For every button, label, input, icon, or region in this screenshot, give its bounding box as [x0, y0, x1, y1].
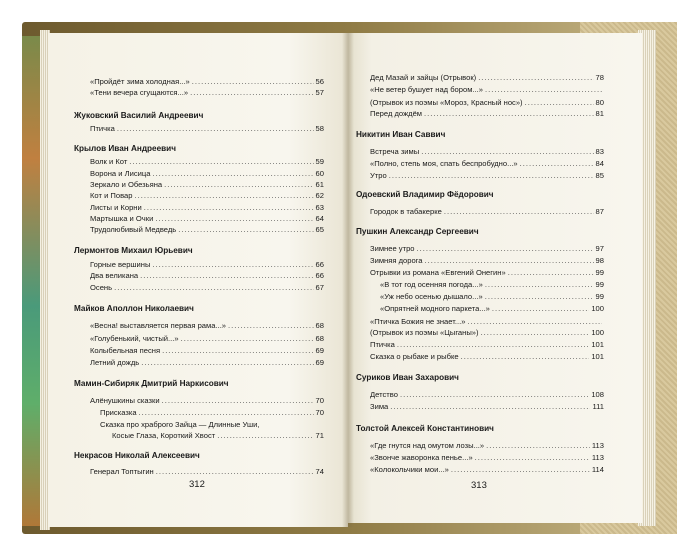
toc-entry: «Не ветер бушует над бором...» .....	[370, 85, 604, 95]
toc-entry: Ворона и Лисица ..... 60	[90, 169, 324, 179]
page-number: 312	[189, 479, 205, 490]
toc-entry: Мартышка и Очки ..... 64	[90, 214, 324, 224]
toc-entry: Алёнушкины сказки ..... 70	[90, 396, 324, 406]
left-page	[48, 33, 348, 527]
toc-entry: Зимнее утро ..... 97	[370, 244, 604, 254]
toc-entry: Трудолюбивый Медведь ..... 65	[90, 225, 324, 235]
book-gutter	[342, 33, 354, 527]
toc-entry: Волк и Кот ..... 59	[90, 157, 324, 167]
page-number: 313	[471, 480, 487, 491]
toc-entry: «Звонче жаворонка пенье...» ..... 113	[370, 453, 604, 463]
author-heading: Никитин Иван Саввич	[356, 130, 446, 139]
author-heading: Крылов Иван Андреевич	[74, 144, 176, 153]
toc-entry: Зеркало и Обезьяна ..... 61	[90, 180, 324, 190]
toc-entry: «Птичка Божия не знает...» .....	[370, 317, 604, 327]
toc-entry: Листы и Корни ..... 63	[90, 203, 324, 213]
toc-entry: «Весна! выставляется первая рама...» ..... 68	[90, 321, 324, 331]
toc-entry: «Тени вечера сгущаются...» ..... 57	[90, 88, 324, 98]
toc-entry: Дед Мазай и зайцы (Отрывок) ..... 78	[370, 73, 604, 83]
author-heading: Мамин-Сибиряк Дмитрий Наркисович	[74, 379, 229, 388]
toc-entry: Встреча зимы ..... 83	[370, 147, 604, 157]
toc-entry: (Отрывок из поэмы «Цыганы») ..... 100	[370, 328, 604, 338]
toc-entry: Генерал Топтыгин ..... 74	[90, 467, 324, 477]
author-heading: Майков Аполлон Николаевич	[74, 304, 194, 313]
toc-entry: «Колокольчики мои...» ..... 114	[370, 465, 604, 475]
author-heading: Суриков Иван Захарович	[356, 373, 459, 382]
toc-entry: Кот и Повар ..... 62	[90, 191, 324, 201]
toc-entry: Горные вершины ..... 66	[90, 260, 324, 270]
right-page	[348, 33, 642, 523]
toc-entry: Птичка ..... 101	[370, 340, 604, 350]
toc-entry: Зимняя дорога ..... 98	[370, 256, 604, 266]
toc-entry: «Пройдёт зима холодная...» ..... 56	[90, 77, 324, 87]
toc-entry: «В тот год осенняя погода...» ..... 99	[380, 280, 604, 290]
toc-entry-continued: Сказка про храброго Зайца — Длинные Уши,	[100, 420, 260, 429]
toc-entry: Косые Глаза, Короткий Хвост ..... 71	[112, 431, 324, 441]
author-heading: Толстой Алексей Константинович	[356, 424, 494, 433]
toc-entry: (Отрывок из поэмы «Мороз, Красный нос») ..... 80	[370, 98, 604, 108]
toc-entry: «Уж небо осенью дышало...» ..... 99	[380, 292, 604, 302]
toc-entry: Перед дождём ..... 81	[370, 109, 604, 119]
toc-entry: Утро ..... 85	[370, 171, 604, 181]
toc-entry: «Где гнутся над омутом лозы...» ..... 113	[370, 441, 604, 451]
toc-entry: Летний дождь ..... 69	[90, 358, 324, 368]
toc-entry: «Полно, степь моя, спать беспробудно...» ..... 84	[370, 159, 604, 169]
toc-entry: Отрывки из романа «Евгений Онегин» ..... 99	[370, 268, 604, 278]
author-heading: Некрасов Николай Алексеевич	[74, 451, 200, 460]
toc-entry: Осень ..... 67	[90, 283, 324, 293]
toc-entry: Городок в табакерке ..... 87	[370, 207, 604, 217]
toc-entry: «Опрятней модного паркета...» ..... 100	[380, 304, 604, 314]
toc-entry: «Голубенький, чистый...» ..... 68	[90, 334, 324, 344]
toc-entry: Сказка о рыбаке и рыбке ..... 101	[370, 352, 604, 362]
toc-entry: Птичка ..... 58	[90, 124, 324, 134]
toc-entry: Зима ..... 111	[370, 402, 604, 412]
author-heading: Лермонтов Михаил Юрьевич	[74, 246, 193, 255]
author-heading: Одоевский Владимир Фёдорович	[356, 190, 494, 199]
author-heading: Пушкин Александр Сергеевич	[356, 227, 479, 236]
author-heading: Жуковский Василий Андреевич	[74, 111, 204, 120]
toc-entry: Детство ..... 108	[370, 390, 604, 400]
toc-entry: Присказка ..... 70	[100, 408, 324, 418]
toc-entry: Колыбельная песня ..... 69	[90, 346, 324, 356]
toc-entry: Два великана ..... 66	[90, 271, 324, 281]
